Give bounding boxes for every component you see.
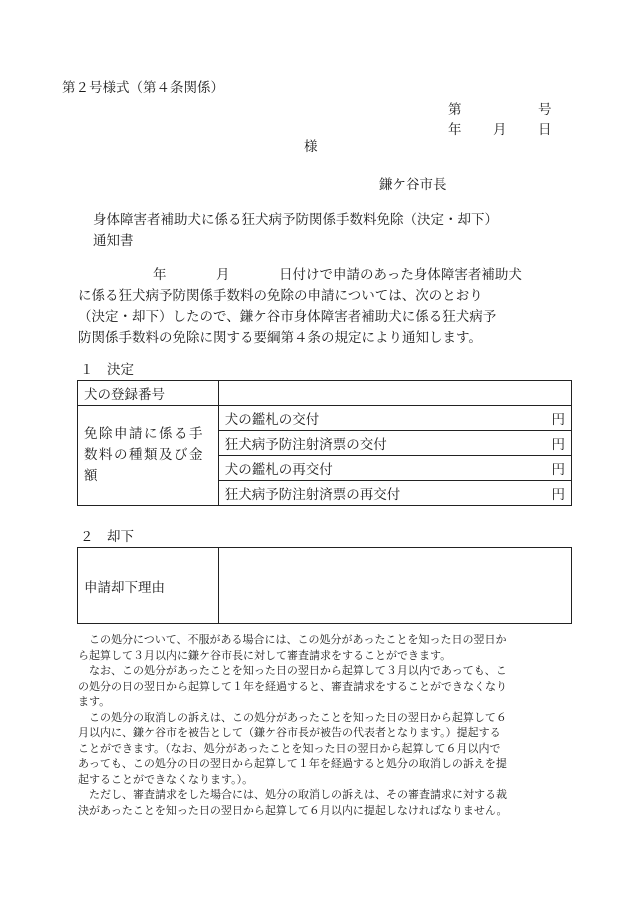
intro-line-3: （決定・却下）したので、鎌ケ谷市身体障害者補助犬に係る狂犬病予 [78,309,497,325]
appeal-notice [78,632,564,818]
date-day-label: 日 [538,122,552,138]
document-title-line2: 通知書 [93,233,134,249]
notice-line: の処分の日の翌日から起算して１年を経過すると、審査請求をすることができなくなり [78,679,507,693]
fee-item-license-issue[interactable] [218,406,571,431]
fee-item-unit: 円 [551,437,565,453]
registration-value-field[interactable] [218,381,571,406]
exemption-label-line: 額 [84,468,99,484]
date-month-label: 月 [493,122,507,138]
notice-line: ら起算して３月以内に鎌ケ谷市長に対して審査請求をすることができます。 [78,648,452,662]
fee-item-label: 狂犬病予防注射済票の交付 [224,437,387,453]
exemption-label-line: 免除申請に係る手 [84,426,204,442]
rejection-reason-field[interactable] [218,548,571,624]
notice-line: ます。 [78,695,111,708]
exemption-label-line: 数料の種類及び金 [84,447,204,463]
notice-line: あっても、この処分の日の翌日から起算して１年を経過すると処分の取消しの訴えを提 [78,757,507,770]
notice-line: この処分の取消しの訴えは、この処分があったことを知った日の翌日から起算して６ [78,710,507,724]
intro-month-label: 月 [216,267,230,283]
intro-line-2: に係る狂犬病予防関係手数料の免除の申請については、次のとおり [78,288,483,304]
fee-item-label: 犬の鑑札の再交付 [224,462,333,478]
issuer-name: 鎌ケ谷市長 [379,177,447,193]
section1-heading: １ 決定 [80,362,134,378]
document-title-line1: 身体障害者補助犬に係る狂犬病予防関係手数料免除（決定・却下） [93,212,498,228]
notice-line: なお、この処分があったことを知った日の翌日から起算して３月以内であっても、こ [78,664,507,677]
section2-heading: ２ 却下 [80,529,134,545]
registration-row [78,381,572,406]
exemption-label [78,406,219,506]
fee-item-label: 狂犬病予防注射済票の再交付 [224,487,401,503]
fee-item-unit: 円 [551,412,565,428]
intro-line-4: 防関係手数料の免除に関する要綱第４条の規定により通知します。 [78,330,482,346]
notice-line: ことができます。（なお、処分があったことを知った日の翌日から起算して６月以内で [78,741,501,755]
intro-paragraph [78,265,560,349]
document-number-prefix: 第 [448,102,462,118]
intro-line-1 [78,265,560,286]
form-label: 第２号様式（第４条関係） [62,80,224,96]
fee-item-unit: 円 [551,487,565,503]
rejection-row [78,548,572,624]
addressee-suffix: 様 [304,139,318,155]
fee-item-vaccination-tag-issue[interactable] [218,431,571,456]
rejection-reason-label: 申請却下理由 [78,548,219,624]
date-year-label: 年 [448,122,462,138]
notice-line: 決があったことを知った日の翌日から起算して６月以内に提起しなければなりません。 [78,803,508,817]
intro-line1-rest: 日付けで申請のあった身体障害者補助犬 [279,267,522,283]
notice-line: この処分について、不服がある場合には、この処分があったことを知った日の翌日か [78,633,507,646]
document-number-suffix: 号 [538,102,552,118]
notice-line: ただし、審査請求をした場合には、処分の取消しの訴えは、その審査請求に対する裁 [78,788,507,801]
decision-table [77,380,572,506]
fee-item-label: 犬の鑑札の交付 [224,412,320,428]
fee-item-vaccination-tag-reissue[interactable] [218,481,571,506]
fee-row [78,406,572,431]
fee-item-license-reissue[interactable] [218,456,571,481]
notice-line: 月以内に、鎌ケ谷市を被告として（鎌ケ谷市長が被告の代表者となります。）提起する [78,726,501,739]
registration-label: 犬の登録番号 [78,381,219,406]
notice-line: 起することができなくなります。）。 [78,772,254,786]
intro-year-label: 年 [153,267,167,283]
fee-item-unit: 円 [551,462,565,478]
rejection-table [77,547,572,624]
